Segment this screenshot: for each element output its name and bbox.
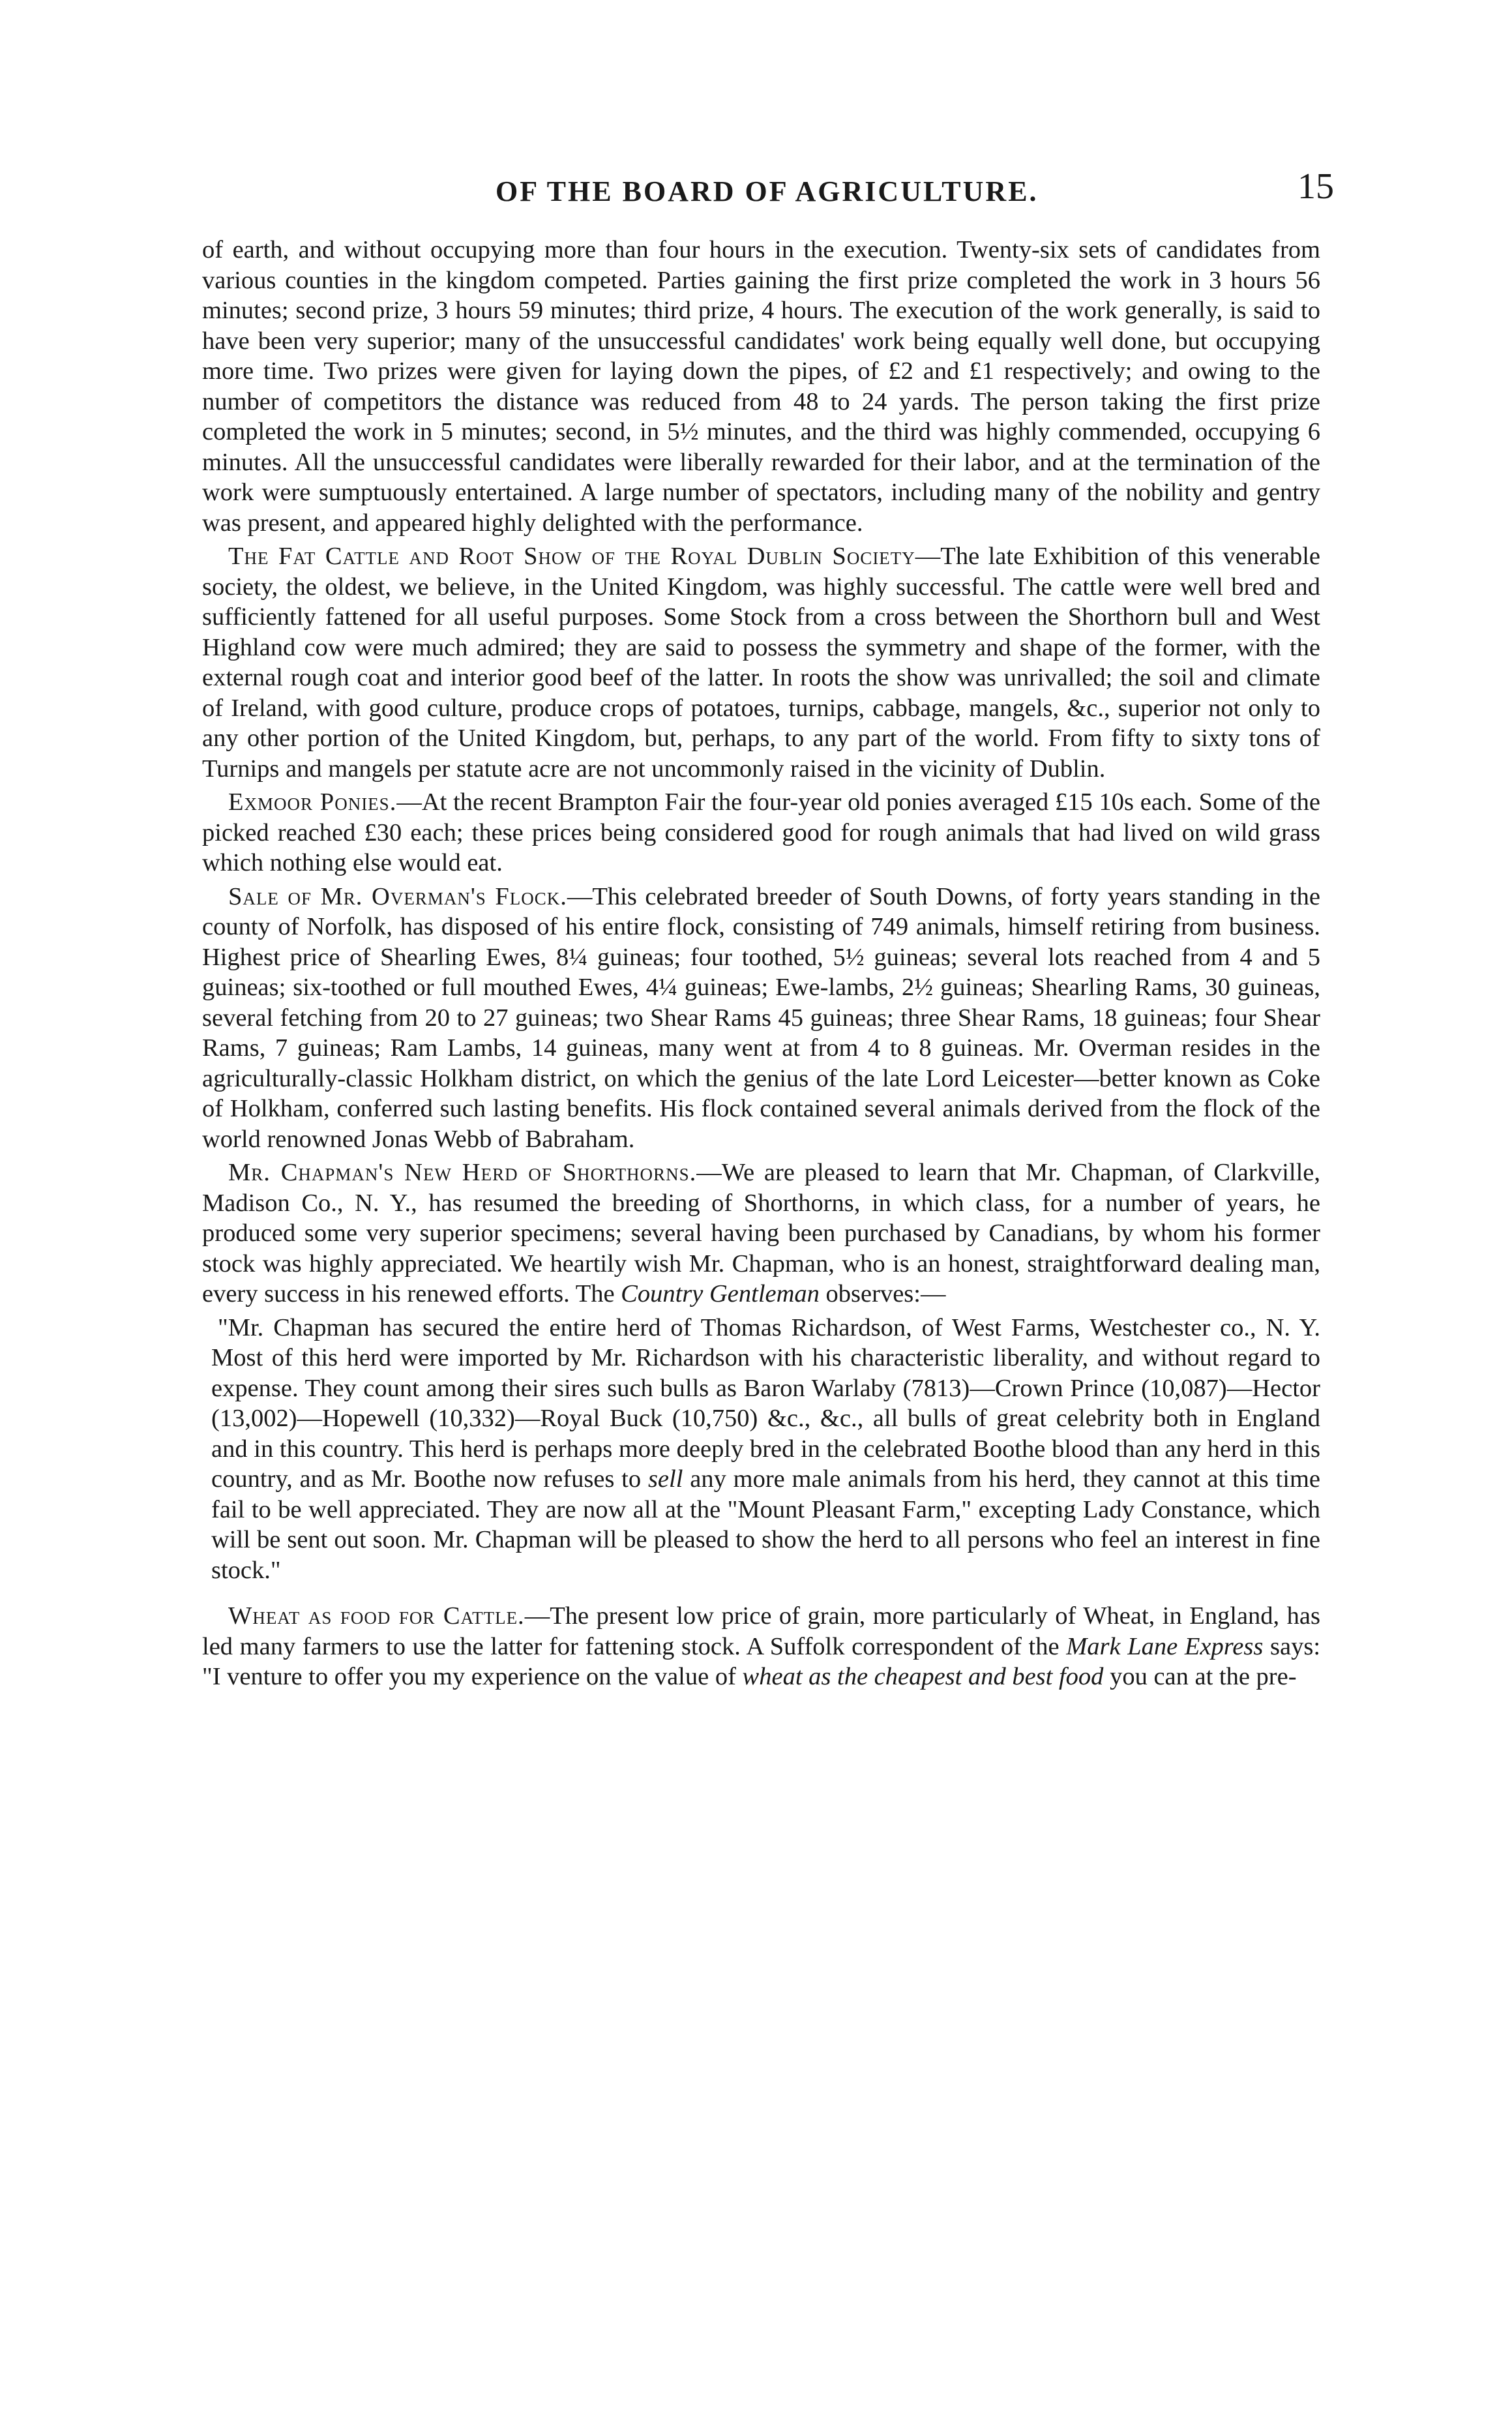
paragraph-dublin-show xyxy=(202,541,1320,784)
quote-text: any more male animals from his herd, they cannot at this time fail to be well appreciated. They are now all at the "Mount Pleasant Farm," excepting Lady Constance, which will be sent out soon. Mr. Chapman will be pleased to show the herd to all persons who feel an interest in fine stock." xyxy=(211,1465,1320,1584)
section-lead: Mr. Chapman's New Herd of Shorthorns. xyxy=(228,1159,697,1186)
paragraph-exmoor-ponies xyxy=(202,787,1320,878)
section-lead: Exmoor Ponies. xyxy=(228,788,397,816)
paragraph-text: —This celebrated breeder of South Downs, of forty years standing in the county of Norfolk, has disposed of his entire flock, consisting of 749 animals, himself retiring from business. Highest price of Shearling Ewes, 8¼ guineas; four toothed, 5½ guineas; several lots reached from 4 and 5 guineas; six-toothed or full mouthed Ewes, 4¼ guineas; Ewe-lambs, 2½ guineas; Shearling Rams, 30 guineas, several fetching from 20 to 27 guineas; two Shear Rams 45 guineas; three Shear Rams, 18 guineas; four Shear Rams, 7 guineas; Ram Lambs, 14 guineas, many went at from 4 to 8 guineas. Mr. Overman resides in the agriculturally-classic Holkham district, on which the genius of the late Lord Leicester—better known as Coke of Holkham, conferred such lasting benefits. His flock contained several animals derived from the flock of the world renowned Jonas Webb of Babraham. xyxy=(202,882,1320,1153)
publication-title: Country Gentleman xyxy=(621,1280,820,1307)
paragraph-text: —We are pleased to learn that Mr. Chapman, of Clarkville, Madison Co., N. Y., has resumed the breeding of Shorthorns, in which class, for a number of years, he produced some very superior specimens; several having been purchased by Canadians, by whom his former stock was highly appreciated. We heartily wish Mr. Chapman, who is an honest, straightforward dealing man, every success in his renewed efforts. The xyxy=(202,1159,1320,1307)
paragraph-text: you can at the pre- xyxy=(1103,1663,1297,1690)
paragraph-text: —The present low price of grain, more particularly of Wheat, in England, has led many farmers to use the latter for fattening stock. A Suffolk correspondent of the xyxy=(202,1602,1320,1660)
emphasized-word: sell xyxy=(647,1465,683,1493)
publication-title: Mark Lane Express xyxy=(1066,1632,1264,1660)
paragraph-text: says: "I venture to offer you my experience on the value of xyxy=(202,1632,1321,1690)
page-number: 15 xyxy=(1297,166,1334,207)
body-text xyxy=(202,235,1320,1695)
paragraph-chapman-herd xyxy=(202,1158,1320,1309)
section-lead: The Fat Cattle and Root Show of the Royal Dublin Society xyxy=(228,543,915,570)
quote-text: "Mr. Chapman has secured the entire herd of Thomas Richardson, of West Farms, Westchester co., N. Y. Most of this herd were imported by Mr. Richardson with his characteristic liberality, and without regard to expense. They count among their sires such bulls as Baron Warlaby (7813)—Crown Prince (10,087)—Hector (13,002)—Hopewell (10,332)—Royal Buck (10,750) &c., &c., all bulls of great celebrity both in England and in this country. This herd is perhaps more deeply bred in the celebrated Boothe blood than any herd in this country, and as Mr. Boothe now refuses to xyxy=(211,1313,1320,1493)
paragraph-text: of earth, and without occupying more than four hours in the execution. Twenty-six sets of candidates from various counties in the kingdom competed. Parties gaining the first prize completed the work in 3 hours 56 minutes; second prize, 3 hours 59 minutes; third prize, 4 hours. The execution of the work generally, is said to have been very superior; many of the unsuccessful candidates' work being equally well done, but occupying more time. Two prizes were given for laying down the pipes, of £2 and £1 respectively; and owing to the number of competitors the distance was reduced from 48 to 24 yards. The person taking the first prize completed the work in 5 minutes; second, in 5½ minutes, and the third was highly commended, occupying 6 minutes. All the unsuccessful candidates were liberally rewarded for their labor, and at the termination of the work were sumptuously entertained. A large number of spectators, including many of the nobility and gentry was present, and appeared highly delighted with the performance. xyxy=(202,236,1320,537)
section-lead: Sale of Mr. Overman's Flock. xyxy=(228,882,567,910)
paragraph-wheat-food xyxy=(202,1601,1320,1692)
paragraph-overman-flock xyxy=(202,882,1320,1155)
paragraph-text: —At the recent Brampton Fair the four-year old ponies averaged £15 10s each. Some of the picked reached £30 each; these prices being considered good for rough animals that had lived on wild grass which nothing else would eat. xyxy=(202,788,1320,876)
paragraph-quotation xyxy=(211,1313,1320,1586)
paragraph-text: —The late Exhibition of this venerable society, the oldest, we believe, in the United Kingdom, was highly successful. The cattle were well bred and sufficiently fattened for all useful purposes. Some Stock from a cross between the Shorthorn bull and West Highland cow were much admired; they are said to possess the symmetry and shape of the former, with the external rough coat and interior good beef of the latter. In roots the show was unrivalled; the soil and climate of Ireland, with good culture, produce crops of potatoes, turnips, cabbage, mangels, &c., superior not only to any other portion of the United Kingdom, but, perhaps, to any part of the world. From fifty to sixty tons of Turnips and mangels per statute acre are not uncommonly raised in the vicinity of Dublin. xyxy=(202,543,1320,783)
running-title: OF THE BOARD OF AGRICULTURE. xyxy=(496,175,1039,207)
section-lead: Wheat as food for Cattle. xyxy=(228,1602,525,1630)
paragraph-text: observes:— xyxy=(819,1280,946,1307)
emphasized-phrase: wheat as the cheapest and best food xyxy=(742,1663,1104,1690)
paragraph-drainage-competition xyxy=(202,235,1320,538)
